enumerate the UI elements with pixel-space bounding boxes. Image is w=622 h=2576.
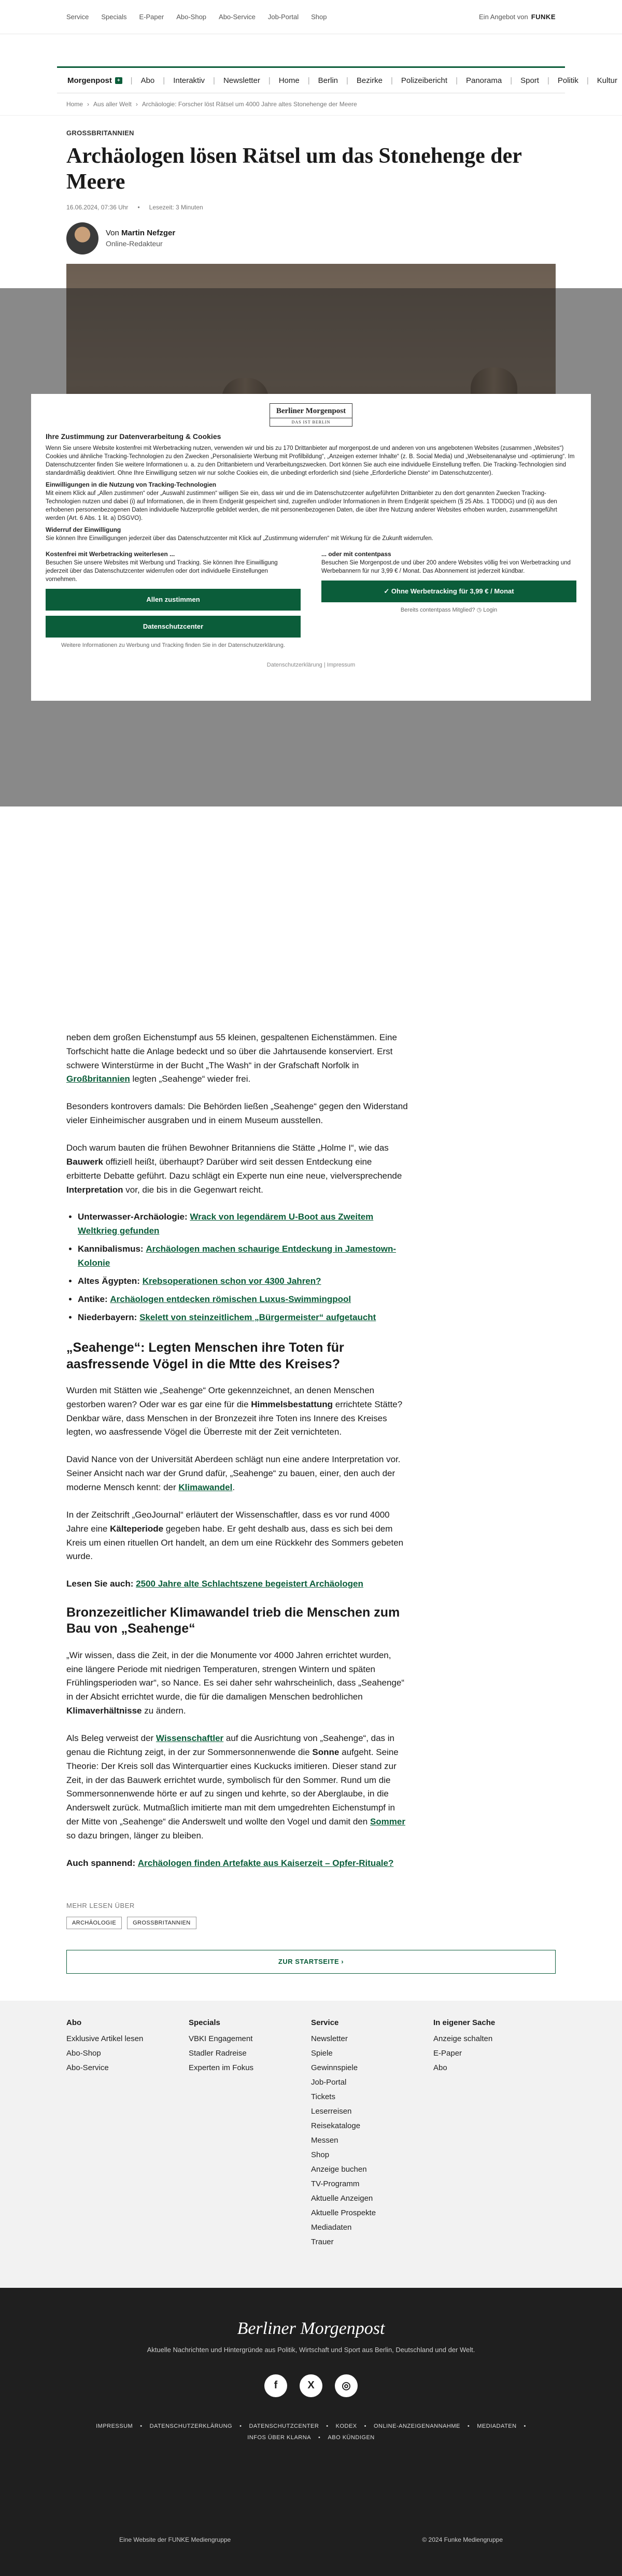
related-label: Kannibalismus: <box>78 1244 144 1254</box>
consent-title: Ihre Zustimmung zur Datenverarbeitung & Cookies <box>46 432 221 441</box>
breadcrumb-current: Archäologie: Forscher löst Rätsel um 4000 Jahre altes Stonehenge der Meere <box>142 101 357 108</box>
link-klimawandel[interactable]: Klimawandel <box>178 1482 233 1493</box>
consent-imprint-link[interactable]: Impressum <box>327 661 356 668</box>
ad-space <box>0 34 622 66</box>
website-of: Eine Website der FUNKE Mediengruppe <box>119 2536 231 2543</box>
footer-links <box>0 2001 622 2288</box>
utility-bar <box>0 0 622 34</box>
footer-link[interactable]: Aktuelle Anzeigen <box>311 2193 373 2203</box>
consent-logo <box>270 403 352 427</box>
paragraph <box>66 1649 408 1718</box>
read-also-link[interactable]: 2500 Jahre alte Schlachtszene begeistert Archäologen <box>136 1579 363 1589</box>
footer-bottom <box>0 2503 622 2576</box>
nav-separator: | <box>390 76 393 85</box>
paragraph-text: „Wir wissen, dass die Zeit, in der die Monumente vor 4000 Jahren errichtet wurden, eine längere Periode mit niedrigen Temperaturen, strengen Wintern und späten Frühlingsperioden war“, so Nance. Es sei daher sehr wahrscheinlich, dass „Seahenge“ in der Absicht errichtet wurde, die für die damaligen Menschen bedrohlichen <box>66 1650 405 1702</box>
footer-link[interactable]: VBKI Engagement <box>189 2034 253 2043</box>
author-name-text: Martin Nefzger <box>121 229 176 238</box>
consent-revoke-text: Sie können Ihre Einwilligungen jederzeit über das Datenschutzcenter mit Klick auf „Zustimmung widerrufen“ mit Wirkung für die Zukunft widerrufen. <box>46 535 433 542</box>
section-heading: „Seahenge“: Legten Menschen ihre Toten für aasfressende Vögel in die Mtte des Kreises? <box>66 1340 344 1371</box>
paragraph-text: neben dem großen Eichenstumpf aus 55 kleinen, gespaltenen Eichenstämmen. Eine Torfschicht hatte die Anlage bedeckt und so über die Jahrtausende konserviert. Erst schwere Winterstürme in der Bucht „The Wash“ in der Grafschaft Norfolk in <box>66 1032 397 1070</box>
contentpass-text: Besuchen Sie Morgenpost.de und über 200 andere Websites völlig frei von Werbetracking und Werbebannern für nur 3,99 € / Monat. Das Abonnement ist jederzeit kündbar. <box>321 560 571 575</box>
social-links <box>0 2374 622 2397</box>
author-name <box>106 229 175 237</box>
footer-dark <box>0 2288 622 2576</box>
footer-link[interactable]: Anzeige buchen <box>311 2164 367 2174</box>
footer-link[interactable]: Shop <box>311 2150 330 2159</box>
nav-separator: | <box>456 76 458 85</box>
also-exciting-link[interactable]: Archäologen finden Artefakte aus Kaiserzeit – Opfer-Rituale? <box>137 1858 394 1868</box>
paragraph <box>66 1732 408 1843</box>
link-sommer[interactable]: Sommer <box>370 1817 405 1827</box>
contentpass-login-link[interactable]: Login <box>483 607 498 614</box>
footer-link[interactable]: Leserreisen <box>311 2106 352 2116</box>
dot-separator: • <box>318 2434 321 2441</box>
paragraph-text: legten „Seahenge“ wieder frei. <box>132 1074 251 1084</box>
related-item <box>78 1210 408 1238</box>
footer-col-specials <box>189 2018 311 2288</box>
legal-link-datenschutz[interactable]: DATENSCHUTZERKLÄRUNG <box>149 2423 233 2429</box>
paragraph <box>66 1141 408 1197</box>
footer-link[interactable]: Messen <box>311 2135 338 2145</box>
paragraph-bold: Interpretation <box>66 1184 123 1195</box>
paragraph-bold: Himmelsbestattung <box>251 1399 333 1409</box>
nav-item-kultur[interactable]: Kultur <box>597 76 617 85</box>
consent-free-title: Kostenfrei mit Werbetracking weiterlesen ... <box>46 550 175 558</box>
footer-link[interactable]: TV-Programm <box>311 2179 360 2188</box>
consent-options <box>46 547 576 649</box>
paragraph-bold: Klimaverhältnisse <box>66 1706 142 1716</box>
nav-item-newsletter[interactable]: Newsletter <box>223 76 260 85</box>
article-body <box>66 1031 408 1871</box>
offer-text: Ein Angebot von <box>479 13 528 21</box>
footer-link[interactable]: Abo <box>433 2063 447 2072</box>
contentpass-member <box>321 606 576 614</box>
check-icon: ✓ <box>384 587 391 596</box>
footer-link[interactable]: Mediadaten <box>311 2223 352 2232</box>
consent-intro: Wenn Sie unsere Website kostenfrei mit Werbetracking nutzen, verwenden wir und bis zu 170 Drittanbieter auf morgenpost.de und anderen von uns angebotenen Websites (zusammen „Websites“) Cookies und ähnliche Tracking-Technologien zu den Zwecken „Personalisierte Werbung mit Profilbildung“, „Anzeigen externer Inhalte“ (z. B. Social Media) und „Webseitenanalyse und -optimierung“. Im Datenschutzcenter finden Sie weitere Informationen u. a. zu den Drittanbietern und Verarbeitungszwecken. Dort können Sie auch eine individuelle Einstellung treffen. Die Tracking-Technologien sind standardmäßig deaktiviert. Ohne Ihre Einwilligung setzen wir nur solche Cookies ein, die unbedingt erforderlich sind (siehe „Erforderliche Dienste“ im Datenschutzcenter). <box>46 445 575 477</box>
contentpass-member-question: Bereits contentpass Mitglied? <box>400 607 475 614</box>
nav-item-panorama[interactable]: Panorama <box>465 76 502 85</box>
paragraph-bold: Bauwerk <box>66 1156 103 1167</box>
paragraph-text: auf die Ausrichtung von „Seahenge“, das in genau die Richtung zeigt, in der zur Sommersonnenwende die <box>66 1733 394 1757</box>
footer-col-title: In eigener Sache <box>433 2018 496 2027</box>
article-kicker: GROSSBRITANNIEN <box>66 129 134 137</box>
paragraph <box>66 1031 408 1086</box>
footer-col-title: Service <box>311 2018 339 2027</box>
footer-link[interactable]: Anzeige schalten <box>433 2034 493 2043</box>
consent-dialog <box>31 394 591 701</box>
breadcrumb-chevron-icon: › <box>135 101 138 108</box>
paragraph-text: so dazu bringen, länger zu bleiben. <box>66 1831 204 1841</box>
footer-link[interactable]: Tickets <box>311 2092 335 2101</box>
utility-link-service[interactable]: Service <box>66 13 89 21</box>
login-icon: ◷ <box>476 607 482 614</box>
dot-separator: • <box>326 2423 329 2429</box>
footer-link[interactable]: Job-Portal <box>311 2077 347 2087</box>
breadcrumb-chevron-icon: › <box>87 101 90 108</box>
legal-link-mediadaten[interactable]: MEDIADATEN <box>477 2423 517 2429</box>
paragraph: Besonders kontrovers damals: Die Behörden ließen „Seahenge“ gegen den Widerstand vieler Einheimischer ausgraben und in einem Museum ausstellen. <box>66 1101 408 1126</box>
nav-item-home[interactable]: Home <box>278 76 300 85</box>
footer-link[interactable]: Gewinnspiele <box>311 2063 358 2072</box>
nav-item-bezirke[interactable]: Bezirke <box>356 76 383 85</box>
tag-grossbritannien[interactable]: GROSSBRITANNIEN <box>127 1917 196 1929</box>
related-link[interactable]: Skelett von steinzeitlichem „Bürgermeister“ aufgetaucht <box>139 1312 376 1322</box>
consent-logo-sub: DAS IST BERLIN <box>270 418 352 425</box>
nav-item-interaktiv[interactable]: Interaktiv <box>173 76 205 85</box>
breadcrumb-home[interactable]: Home <box>66 101 83 108</box>
paragraph-text: Wurden mit Stätten wie „Seahenge“ Orte gekennzeichnet, an denen Menschen gestorben waren? Oder war es gar eine für die <box>66 1385 375 1409</box>
footer-link[interactable]: E-Paper <box>433 2048 462 2058</box>
legal-link-impressum[interactable]: IMPRESSUM <box>96 2423 133 2429</box>
legal-link-datenschutzcenter[interactable]: DATENSCHUTZCENTER <box>249 2423 319 2429</box>
utility-link-job-portal[interactable]: Job-Portal <box>267 13 299 21</box>
related-item <box>78 1242 408 1270</box>
nav-item-polizeibericht[interactable]: Polizeibericht <box>401 76 448 85</box>
accept-all-button[interactable]: Allen zustimmen <box>46 589 301 611</box>
article-headline: Archäologen lösen Rätsel um das Stonehenge der Meere <box>66 144 522 194</box>
instagram-icon[interactable]: ◎ <box>335 2374 358 2397</box>
main-navigation <box>57 66 617 93</box>
paragraph <box>66 1384 408 1439</box>
legal-link-anzeigenannahme[interactable]: ONLINE-ANZEIGENANNAHME <box>374 2423 460 2429</box>
breadcrumb-aus-aller-welt[interactable]: Aus aller Welt <box>93 101 132 108</box>
paragraph-text: vor, die bis in die Gegenwart reicht. <box>125 1184 263 1195</box>
footer-link[interactable]: Spiele <box>311 2048 333 2058</box>
legal-link-abo-kuendigen[interactable]: ABO KÜNDIGEN <box>328 2434 375 2441</box>
paragraph: David Nance von der Universität Aberdeen schlägt nun eine andere Interpretation vor. Seiner Ansicht nach war der Grund dafür, „Seahenge“ zu bauen, einer, den auch der moderne Mensch kennt: der Klimawandel. <box>66 1454 401 1493</box>
separator: | <box>323 661 327 668</box>
footer-col-service <box>311 2018 433 2288</box>
dot-separator: • <box>467 2423 470 2429</box>
paragraph-bold: Kälteperiode <box>110 1523 164 1534</box>
article-meta <box>66 204 556 211</box>
read-also <box>66 1577 408 1591</box>
consent-logo-text: Berliner Morgenpost <box>276 407 346 415</box>
contentpass-button-label: Ohne Werbetracking für 3,99 € / Monat <box>391 587 514 596</box>
consent-revoke-title: Widerruf der Einwilligung <box>46 526 121 534</box>
facebook-icon[interactable]: f <box>264 2374 287 2397</box>
nav-separator: | <box>346 76 348 85</box>
dot-separator: • <box>524 2423 526 2429</box>
contentpass-button[interactable] <box>321 581 576 602</box>
footer-tagline: Aktuelle Nachrichten und Hintergründe aus Politik, Wirtschaft und Sport aus Berlin, Deutschland und der Welt. <box>147 2345 475 2354</box>
nav-item-sport[interactable]: Sport <box>520 76 539 85</box>
footer-link[interactable]: Trauer <box>311 2237 334 2246</box>
related-label: Altes Ägypten: <box>78 1276 140 1286</box>
footer-col-title: Specials <box>189 2018 220 2027</box>
related-link[interactable]: Krebsoperationen schon vor 4300 Jahren? <box>142 1276 321 1286</box>
funke-offer[interactable] <box>479 13 556 21</box>
paragraph-text: aufgeht. Seine Theorie: Der Kreis soll das Winterquartier eines Kuckucks imitieren. Dieser stand zur Zeit, in der das Bauwerk errichtet wurde, symbolisch für den Sommer. Rund um die Sommersonnenwende hörte er auf zu singen und kehrte, so der Aberglaube, in die Anderswelt zurück. Mutmaßlich imitierte man mit dem umgedrehten Eichenstumpf in der Mitte von „Seahenge“ die Anderswelt und wollte den Vogel und damit den <box>66 1747 399 1827</box>
tag-archaeologie[interactable]: ARCHÄOLOGIE <box>66 1917 122 1929</box>
footer-logo[interactable]: Berliner Morgenpost <box>237 2318 385 2338</box>
paragraph-text: In der Zeitschrift „GeoJournal“ erläutert der Wissenschaftler, dass es vor rund 4000 Jahre eine <box>66 1509 390 1534</box>
footer-col-in-eigener-sache <box>433 2018 556 2288</box>
more-section <box>66 1902 556 1974</box>
dot-separator: • <box>364 2423 366 2429</box>
more-title: MEHR LESEN ÜBER <box>66 1901 135 1909</box>
consent-tracking-text: Mit einem Klick auf „Allen zustimmen“ oder „Auswahl zustimmen“ willigen Sie ein, dass wir und die im Datenschutzcenter aufgeführten Drittanbieter zu den dort genannten Zwecken Tracking-Technologien nutzen und dabei (i) auf Informationen, die in Ihrem Endgerät gespeichert sind, zugreifen und/oder Informationen in Ihrem Endgerät speichern (§ 25 Abs. 1 TDDDG) und (ii) aus den erhobenen personenbezogenen Daten individuelle Nutzerprofile gebildet werden, die mit personenbezogenen Daten, die über Ihre Nutzung anderer Websites erhoben wurden, zusammengeführt werden (Art. 6 Abs. 1 lit. a) DSGVO). <box>46 490 557 522</box>
related-label: Unterwasser-Archäologie: <box>78 1212 188 1222</box>
author-role: Online-Redakteur <box>106 239 163 248</box>
utility-link-epaper[interactable]: E-Paper <box>139 13 164 21</box>
footer-link[interactable]: Exklusive Artikel lesen <box>66 2034 144 2043</box>
utility-link-abo-shop[interactable]: Abo-Shop <box>176 13 207 21</box>
related-item <box>78 1275 408 1289</box>
nav-item-abo[interactable]: Abo <box>140 76 155 85</box>
utility-links <box>66 13 327 21</box>
legal-link-klarna[interactable]: INFOS ÜBER KLARNA <box>247 2434 312 2441</box>
footer-col-title: Abo <box>66 2018 82 2027</box>
nav-separator: | <box>307 76 310 85</box>
dot-separator: • <box>239 2423 242 2429</box>
related-list <box>78 1210 408 1324</box>
author-box[interactable] <box>66 222 556 254</box>
paragraph-text: Als Beleg verweist der <box>66 1733 154 1743</box>
consent-free-note: Weitere Informationen zu Werbung und Tracking finden Sie in der Datenschutzerklärung. <box>61 642 285 649</box>
nav-separator: | <box>586 76 589 85</box>
funke-logo: FUNKE <box>531 13 556 21</box>
paragraph-text: David Nance von der Universität Aberdeen schlägt nun eine andere Interpretation vor. Seiner Ansicht nach war der Grund dafür, „Seahenge“ zu bauen, einer, den auch der moderne Mensch kennt: der <box>66 1454 401 1493</box>
nav-brand-label: Morgenpost <box>67 76 112 85</box>
paragraph-bold: Sonne <box>312 1747 340 1757</box>
tag-list <box>66 1917 556 1929</box>
paragraph-text: offiziell heißt, überhaupt? Darüber wird seit dessen Entdeckung eine erbitterte Debatte geführt. Dazu schlägt ein Experte nun eine neue, vielversprechende <box>66 1156 402 1181</box>
article-read-time: Lesezeit: 3 Minuten <box>149 203 203 211</box>
legal-link-kodex[interactable]: KODEX <box>335 2423 357 2429</box>
author-prefix: Von <box>106 229 119 238</box>
nav-separator: | <box>268 76 271 85</box>
link-grossbritannien[interactable]: Großbritannien <box>66 1074 130 1084</box>
footer-link[interactable]: Abo-Service <box>66 2063 109 2072</box>
footer-link[interactable]: Stadler Radreise <box>189 2048 247 2058</box>
link-wissenschaftler[interactable]: Wissenschaftler <box>156 1733 224 1743</box>
utility-link-specials[interactable]: Specials <box>101 13 127 21</box>
nav-item-politik[interactable]: Politik <box>557 76 578 85</box>
footer-link[interactable]: Reisekataloge <box>311 2121 361 2130</box>
nav-separator: | <box>213 76 215 85</box>
utility-link-shop[interactable]: Shop <box>311 13 327 21</box>
related-link[interactable]: Wrack von legendärem U-Boot aus Zweitem Weltkrieg gefunden <box>78 1212 374 1236</box>
nav-brand[interactable] <box>67 76 122 85</box>
paragraph-text: errichtete Stätte? Denkbar wäre, dass Menschen in der Bronzezeit ihre Toten ins Innere des Kreises legten, wo aasfressende Vögel die Überreste mit der Zeit vernichteten. <box>66 1399 403 1437</box>
also-exciting <box>66 1857 408 1871</box>
nav-separator: | <box>547 76 549 85</box>
section-heading: Bronzezeitlicher Klimawandel trieb die Menschen zum Bau von „Seahenge“ <box>66 1605 400 1636</box>
utility-link-abo-service[interactable]: Abo-Service <box>219 13 256 21</box>
footer-col-abo <box>66 2018 189 2288</box>
read-also-label: Lesen Sie auch: <box>66 1579 134 1589</box>
consent-option-free <box>46 547 301 649</box>
author-avatar <box>66 222 98 254</box>
contentpass-title: ... oder mit contentpass <box>321 550 391 558</box>
related-link[interactable]: Archäologen machen schaurige Entdeckung in Jamestown-Kolonie <box>78 1244 397 1268</box>
footer-link[interactable]: Abo-Shop <box>66 2048 101 2058</box>
breadcrumb <box>0 93 622 116</box>
dot-separator: • <box>140 2423 143 2429</box>
x-icon[interactable]: X <box>300 2374 322 2397</box>
paragraph-text: Doch warum bauten die frühen Bewohner Britanniens die Stätte „Holme I“, wie das <box>66 1142 389 1153</box>
article-date: 16.06.2024, 07:36 Uhr <box>66 203 129 211</box>
legal-links <box>78 2423 544 2441</box>
clock-icon: • <box>137 203 140 211</box>
copyright: © 2024 Funke Mediengruppe <box>422 2536 503 2543</box>
paragraph <box>66 1508 408 1564</box>
related-item <box>78 1293 408 1307</box>
consent-footer <box>46 661 576 669</box>
consent-privacy-link[interactable]: Datenschutzerklärung <box>266 661 322 668</box>
consent-free-text: Besuchen Sie unsere Websites mit Werbung und Tracking. Sie können Ihre Einwilligung jederzeit über das Datenschutzcenter widerrufen oder dort individuelle Einstellungen vornehmen. <box>46 560 278 583</box>
paragraph-text: zu ändern. <box>144 1706 186 1716</box>
related-link[interactable]: Archäologen entdecken römischen Luxus-Swimmingpool <box>110 1294 351 1304</box>
footer-link[interactable]: Experten im Fokus <box>189 2063 254 2072</box>
related-item <box>78 1311 408 1325</box>
paragraph-text: gegeben habe. Er geht deshalb aus, dass es sich bei dem Kreis um einen rituellen Ort handelt, an dem um eine Rückkehr des Sommers gebeten wurde. <box>66 1523 404 1562</box>
home-button[interactable]: ZUR STARTSEITE › <box>66 1950 556 1974</box>
nav-separator: | <box>163 76 165 85</box>
also-exciting-label: Auch spannend: <box>66 1858 136 1868</box>
nav-item-berlin[interactable]: Berlin <box>318 76 338 85</box>
nav-separator: | <box>130 76 133 85</box>
related-label: Niederbayern: <box>78 1312 137 1322</box>
plus-badge: + <box>115 77 122 84</box>
consent-tracking-title: Einwilligungen in die Nutzung von Tracking-Technologien <box>46 481 217 489</box>
related-label: Antike: <box>78 1294 108 1304</box>
nav-separator: | <box>510 76 513 85</box>
consent-option-contentpass <box>321 547 576 649</box>
footer-link[interactable]: Newsletter <box>311 2034 348 2043</box>
footer-link[interactable]: Aktuelle Prospekte <box>311 2208 376 2217</box>
privacy-center-button[interactable]: Datenschutzcenter <box>46 616 301 638</box>
